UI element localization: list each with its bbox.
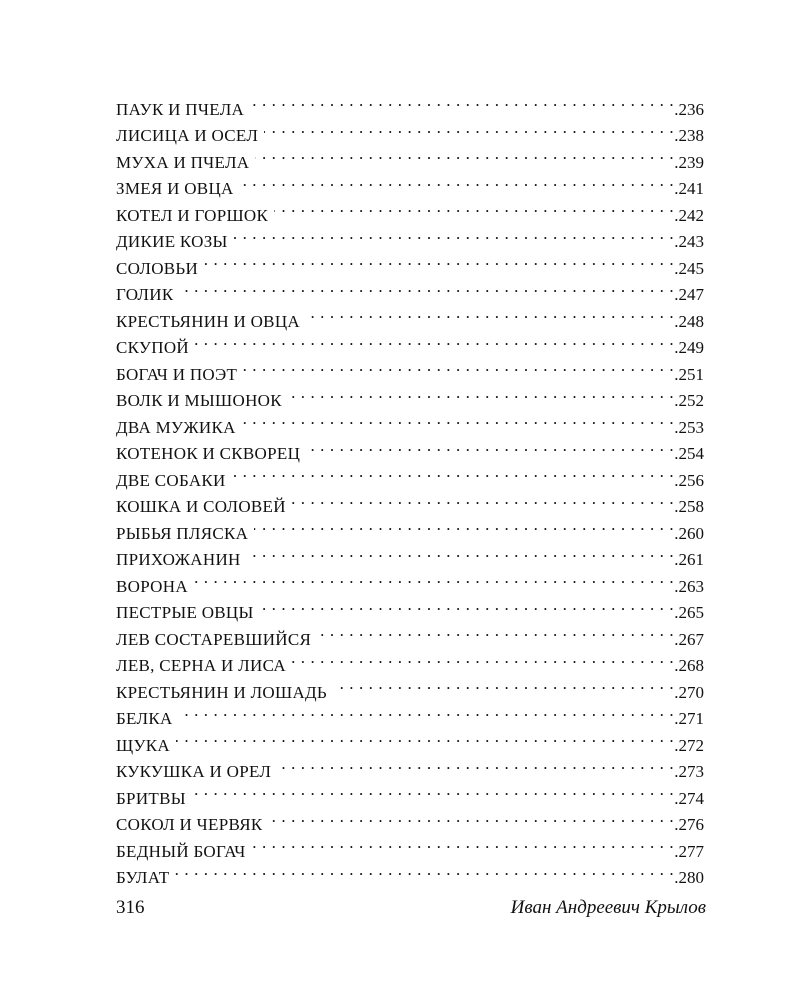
toc-entry-title: ГОЛИК — [116, 285, 174, 304]
toc-dot-leader — [264, 115, 674, 142]
toc-entry-page: .263 — [674, 576, 704, 596]
toc-dot-leader — [254, 512, 674, 539]
toc-entry — [116, 724, 704, 755]
toc-entry-title: ЛЕВ СОСТАРЕВШИЙСЯ — [116, 629, 312, 649]
toc-entry-page: .265 — [674, 603, 704, 622]
toc-dot-leader — [247, 539, 675, 566]
toc-dot-leader — [269, 804, 675, 831]
toc-dot-leader — [179, 274, 674, 301]
toc-dot-leader — [292, 486, 674, 513]
toc-dot-leader — [240, 168, 675, 195]
toc-entry-page: .271 — [674, 709, 704, 728]
toc-entry-page: .241 — [674, 179, 704, 198]
toc-entry-page: .242 — [674, 205, 704, 225]
toc-dot-leader — [175, 857, 674, 884]
toc-entry-page: .236 — [674, 99, 704, 119]
toc-dot-leader — [333, 671, 674, 698]
page-footer — [116, 897, 706, 919]
toc-entry-title: ПАУК И ПЧЕЛА — [116, 99, 245, 119]
toc-dot-leader — [195, 327, 674, 354]
toc-entry-page: .260 — [674, 523, 704, 543]
toc-entry — [116, 592, 704, 622]
toc-entry-page: .270 — [674, 682, 704, 702]
toc-entry-page: .245 — [674, 258, 704, 278]
toc-entry-title: КРЕСТЬЯНИН И ЛОШАДЬ — [116, 682, 327, 702]
toc-entry — [116, 857, 704, 887]
toc-entry-title: ПЕСТРЫЕ ОВЦЫ — [116, 603, 254, 622]
toc-entry-title: КОШКА И СОЛОВЕЙ — [116, 497, 286, 516]
toc-dot-leader — [288, 380, 674, 407]
toc-entry-title: КРЕСТЬЯНИН И ОВЦА — [116, 311, 300, 331]
toc-entry-page: .252 — [674, 391, 704, 410]
toc-entry-title: ЛИСИЦА И ОСЕЛ — [116, 126, 259, 145]
toc-dot-leader — [179, 698, 675, 725]
toc-entry-title: КОТЕЛ И ГОРШОК — [116, 205, 269, 225]
toc-entry-page: .239 — [674, 152, 704, 172]
toc-entry-page: .268 — [674, 656, 704, 675]
toc-entry-page: .272 — [674, 735, 704, 755]
toc-entry-title: РЫБЬЯ ПЛЯСКА — [116, 523, 249, 543]
toc-entry-page: .254 — [674, 444, 704, 463]
toc-dot-leader — [260, 592, 675, 619]
toc-entry-page: .276 — [674, 815, 704, 834]
toc-dot-leader — [192, 777, 674, 804]
toc-entry-title: БОГАЧ И ПОЭТ — [116, 364, 238, 384]
toc-dot-leader — [194, 565, 674, 592]
toc-entry-title: СОЛОВЬИ — [116, 258, 199, 278]
toc-entry — [116, 274, 704, 304]
page-number: 316 — [116, 897, 145, 918]
table-of-contents — [116, 88, 704, 887]
toc-dot-leader — [176, 724, 674, 751]
toc-entry-page: .277 — [674, 841, 704, 861]
toc-entry-page: .248 — [674, 311, 704, 331]
toc-entry-page: .247 — [674, 285, 704, 304]
toc-entry — [116, 88, 704, 119]
toc-entry-page: .253 — [674, 417, 704, 437]
toc-entry-page: .249 — [674, 338, 704, 357]
toc-dot-leader — [274, 194, 674, 221]
toc-dot-leader — [204, 247, 674, 274]
toc-entry-page: .274 — [674, 788, 704, 808]
toc-entry-title: БЕЛКА — [116, 709, 173, 728]
toc-dot-leader — [232, 459, 675, 486]
toc-entry-title: СКУПОЙ — [116, 338, 190, 357]
toc-entry — [116, 327, 704, 357]
toc-entry-page: .261 — [674, 550, 704, 569]
toc-dot-leader — [306, 433, 674, 460]
toc-entry-page: .273 — [674, 762, 704, 781]
toc-entry-page: .280 — [674, 868, 704, 887]
toc-entry-title: ВОЛК И МЫШОНОК — [116, 391, 282, 410]
toc-entry-page: .267 — [674, 629, 704, 649]
toc-entry — [116, 698, 704, 728]
toc-dot-leader — [252, 830, 675, 857]
toc-entry-page: .251 — [674, 364, 704, 384]
toc-entry — [116, 804, 704, 834]
toc-entry — [116, 247, 704, 278]
toc-entry-title: ЛЕВ, СЕРНА И ЛИСА — [116, 656, 286, 675]
toc-entry-title: ВОРОНА — [116, 576, 188, 596]
toc-entry-title: ЗМЕЯ И ОВЦА — [116, 179, 234, 198]
toc-dot-leader — [292, 645, 674, 672]
toc-entry-title: БРИТВЫ — [116, 788, 186, 808]
toc-entry-page: .243 — [674, 232, 704, 251]
toc-dot-leader — [250, 88, 674, 115]
toc-dot-leader — [255, 141, 674, 168]
toc-dot-leader — [306, 300, 674, 327]
toc-dot-leader — [317, 618, 674, 645]
toc-entry — [116, 565, 704, 596]
running-footer-author: Иван Андреевич Крылов — [510, 897, 706, 918]
toc-entry — [116, 751, 704, 781]
toc-entry-title: СОКОЛ И ЧЕРВЯК — [116, 815, 263, 834]
toc-entry-title: КУКУШКА И ОРЕЛ — [116, 762, 272, 781]
toc-entry-title: БЕДНЫЙ БОГАЧ — [116, 841, 246, 861]
toc-dot-leader — [242, 406, 675, 433]
toc-entry-title: МУХА И ПЧЕЛА — [116, 152, 250, 172]
toc-entry — [116, 300, 704, 331]
toc-entry-title: ДВА МУЖИКА — [116, 417, 236, 437]
toc-entry-page: .258 — [674, 497, 704, 516]
toc-entry-title: БУЛАТ — [116, 868, 170, 887]
toc-entry-title: КОТЕНОК И СКВОРЕЦ — [116, 444, 301, 463]
toc-entry-title: ДИКИЕ КОЗЫ — [116, 232, 228, 251]
toc-entry — [116, 777, 704, 808]
toc-entry-title: ПРИХОЖАНИН — [116, 550, 241, 569]
toc-entry-title: ДВЕ СОБАКИ — [116, 470, 226, 490]
toc-dot-leader — [277, 751, 674, 778]
toc-entry — [116, 353, 704, 384]
toc-entry-page: .238 — [674, 126, 704, 145]
toc-entry-title: ЩУКА — [116, 735, 171, 755]
toc-dot-leader — [234, 221, 675, 248]
toc-dot-leader — [243, 353, 674, 380]
toc-entry-page: .256 — [674, 470, 704, 490]
